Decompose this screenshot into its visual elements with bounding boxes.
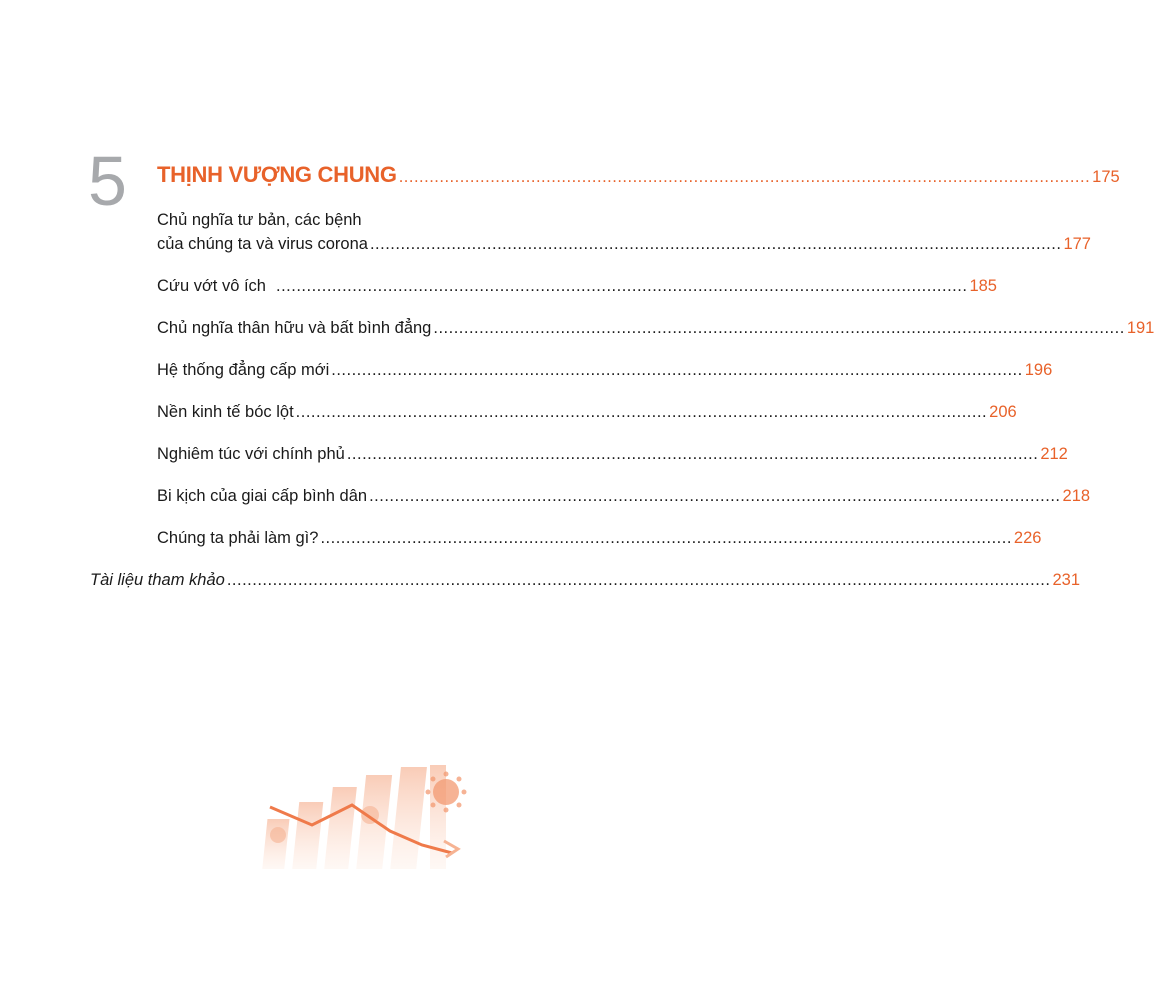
toc-entry-page: 185 [969,277,997,295]
toc-entry-page: 206 [989,403,1017,421]
dot-leader: .................................................................................................................................................................. [226,571,1051,589]
chapter-number: 5 [88,142,127,220]
chapter-heading-entry[interactable] [157,162,1120,187]
toc-entry-page: 226 [1013,529,1042,547]
toc-entry-page: 218 [1062,487,1091,505]
dot-leader: ........................................................................................................................................ [320,529,1012,547]
toc-entry[interactable] [157,361,1053,379]
dot-leader: ........................................................................................................................................ [346,445,1039,463]
dot-leader: ........................................................................................................................................ [369,235,1062,253]
dot-leader: ........................................................................................................................................ [295,403,988,421]
toc-entry[interactable] [157,529,1042,547]
toc-entry-page: 191 [1126,319,1154,337]
references-title: Tài liệu tham khảo [90,571,225,589]
toc-entry-line1[interactable]: Chủ nghĩa tư bản, các bệnh [157,211,362,229]
toc-entry-title: Bi kịch của giai cấp bình dân [157,487,368,505]
toc-entry-title: Nghiêm túc với chính phủ [157,445,345,463]
dot-leader: ........................................................................................................................................ [275,277,968,295]
toc-entry[interactable] [157,319,1154,337]
chapter-title: THỊNH VƯỢNG CHUNG [157,162,397,187]
chapter-page-number: 175 [1092,168,1120,186]
references-page: 231 [1052,571,1081,589]
toc-entry[interactable] [157,403,1017,421]
references-entry[interactable] [90,571,1081,589]
toc-entry-title: Nền kinh tế bóc lột [157,403,294,421]
economy-decline-virus-illustration [262,757,472,877]
dot-leader: ........................................................................................................................................ [331,361,1023,379]
toc-entry-page: 177 [1063,235,1091,253]
toc-entry[interactable] [157,445,1068,463]
toc-entry-page: 196 [1024,361,1053,379]
dot-leader: ........................................................................................................................................ [398,168,1091,186]
toc-entry-title: Chúng ta phải làm gì? [157,529,319,547]
toc-entry-title: Hệ thống đẳng cấp mới [157,361,330,379]
toc-entry[interactable] [157,277,997,295]
dot-leader: ........................................................................................................................................ [433,319,1125,337]
toc-entry-page: 212 [1040,445,1068,463]
toc-entry-title: Chủ nghĩa thân hữu và bất bình đẳng [157,319,432,337]
toc-entry[interactable] [157,235,1091,253]
toc-entry-title: của chúng ta và virus corona [157,235,368,253]
toc-entry[interactable] [157,487,1091,505]
toc-entry-title: Cứu vớt vô ích [157,277,266,295]
dot-leader: ........................................................................................................................................ [369,487,1061,505]
